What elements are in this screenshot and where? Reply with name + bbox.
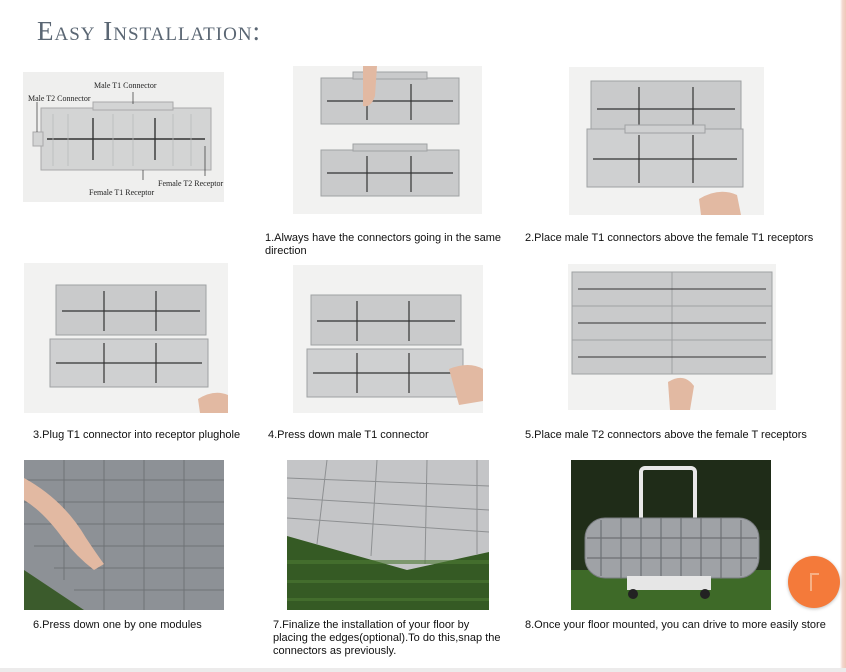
step-1-photo <box>293 66 482 214</box>
label-female-t1-receptor: Female T1 Receptor <box>89 188 155 197</box>
step-2-caption: 2.Place male T1 connectors above the female T1 receptors <box>525 232 814 244</box>
page-right-border <box>840 0 846 672</box>
rolled-floor-cart-graphic <box>571 460 771 610</box>
step-8-photo <box>571 460 771 610</box>
step-5-photo <box>568 264 776 410</box>
label-male-t2-connector: Male T2 Connector <box>28 94 91 103</box>
step-3-caption: 3.Plug T1 connector into receptor plughole <box>33 429 241 441</box>
tiles-press-graphic <box>293 265 483 413</box>
step-5-caption: 5.Place male T2 connectors above the female T receptors <box>525 429 807 441</box>
step-3-photo <box>24 263 228 413</box>
step-7-caption: 7.Finalize the installation of your floor by placing the edges(optional).To do this,snap the connectors as previously. <box>273 619 501 657</box>
badge-mark-icon <box>810 573 819 591</box>
page-heading: Easy Installation: <box>37 16 262 46</box>
page-bottom-border <box>0 668 846 672</box>
step-6-photo <box>24 460 224 610</box>
floor-laying-graphic <box>24 460 224 610</box>
tiles-overlap-graphic <box>569 67 764 215</box>
orange-circle-badge <box>788 556 840 608</box>
step-1-caption: 1.Always have the connectors going in the same direction <box>265 232 502 257</box>
tiles-grid-graphic <box>568 264 776 410</box>
step-6-caption: 6.Press down one by one modules <box>33 619 202 631</box>
label-female-t2-receptor: Female T2 Receptor <box>158 179 224 188</box>
step-8-caption: 8.Once your floor mounted, you can drive to more easily store <box>525 619 826 631</box>
tiles-plug-graphic <box>24 263 228 413</box>
label-male-t1-connector: Male T1 Connector <box>94 81 157 90</box>
step-4-photo <box>293 265 483 413</box>
tiles-aligned-graphic <box>293 66 482 214</box>
step-2-photo <box>569 67 764 215</box>
step-4-caption: 4.Press down male T1 connector <box>268 429 429 441</box>
step-7-photo <box>287 460 489 610</box>
edge-pieces-graphic <box>287 460 489 610</box>
